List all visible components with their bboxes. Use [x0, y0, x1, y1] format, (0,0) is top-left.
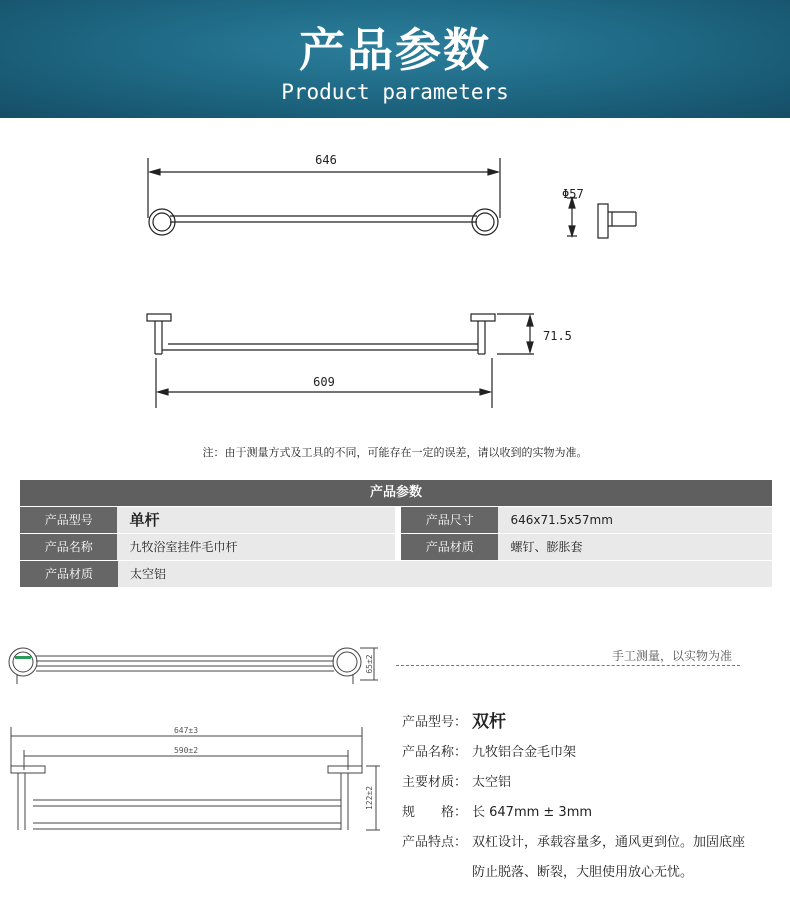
name-label: 产品名称： [402, 745, 468, 760]
dim-inner: 590±2 [173, 746, 199, 755]
dim-overall: 647±3 [173, 726, 199, 735]
feature-line-1: 双杠设计，承载容量多，通风更到位。加固底座 [472, 835, 746, 850]
spec-row [20, 506, 772, 533]
dim-diameter: Φ57 [562, 187, 584, 201]
spec-row [20, 560, 772, 587]
dim-depth: 122±2 [365, 785, 374, 811]
dim-inner-length: 609 [313, 375, 335, 389]
spec-value: 太空铝 [130, 567, 167, 581]
spec-label: 产品型号 [20, 507, 117, 533]
feature-line-2: 防止脱落、断裂，大胆使用放心无忧。 [472, 865, 694, 880]
spec-label: 规 格： [402, 805, 468, 820]
spec-value: 螺钉、膨胀套 [510, 540, 583, 554]
model-label: 产品型号： [402, 715, 468, 730]
hand-measure-note: 手工测量，以实物为准 [611, 649, 732, 663]
spec-label: 产品材质 [20, 561, 118, 587]
spec-value: 长 647mm ± 3mm [472, 805, 593, 820]
dim-height: 65±2 [365, 654, 374, 674]
header-banner [0, 0, 790, 118]
double-bar-drawing [0, 630, 390, 850]
model-value: 双杆 [472, 712, 506, 732]
single-bar-drawing [0, 118, 790, 438]
spec-label: 产品材质 [395, 534, 498, 560]
spec-label: 产品尺寸 [395, 507, 498, 533]
feature-label: 产品特点： [402, 835, 468, 850]
spec-row [20, 533, 772, 560]
measurement-note: 注：由于测量方式及工具的不同，可能存在一定的误差，请以收到的实物为准。 [202, 446, 588, 459]
page-title: 产品参数 [299, 23, 491, 77]
spec-value: 九牧浴室挂件毛巾杆 [129, 540, 238, 554]
dim-depth: 71.5 [543, 329, 572, 343]
divider [396, 665, 740, 666]
name-value: 九牧铝合金毛巾架 [472, 745, 577, 760]
spec-table-heading: 产品参数 [20, 480, 772, 506]
page-subtitle: Product parameters [281, 80, 509, 104]
material-value: 太空铝 [472, 775, 512, 790]
spec-value: 单杆 [129, 511, 160, 529]
spec-label: 产品名称 [20, 534, 117, 560]
material-label: 主要材质： [402, 775, 468, 790]
spec-value: 646x71.5x57mm [510, 513, 613, 527]
spec-table [20, 480, 772, 587]
dim-length: 646 [315, 153, 337, 167]
